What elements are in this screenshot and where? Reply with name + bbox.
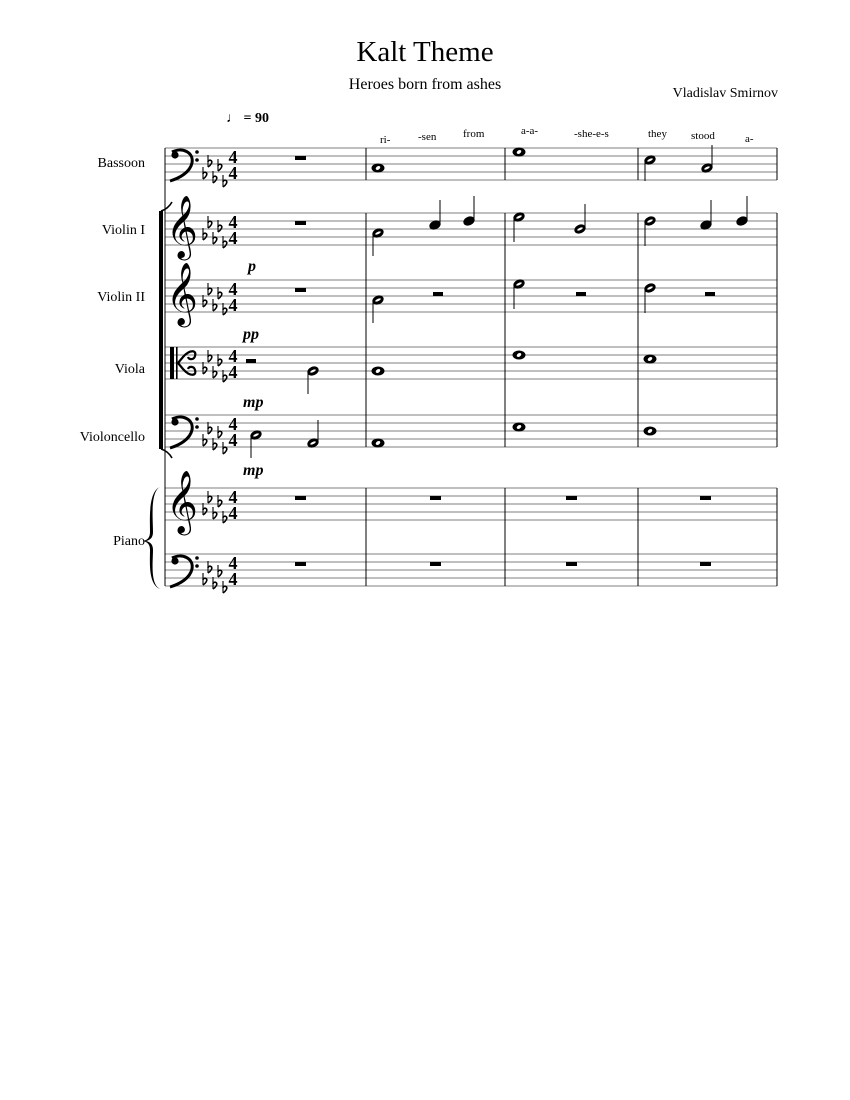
time-signature-bottom: 4: [228, 430, 238, 450]
whole-rest: [566, 496, 577, 500]
time-signature-bottom: 4: [228, 163, 238, 183]
time-signature-top: 4: [228, 212, 238, 232]
bass-clef-icon: [170, 556, 199, 587]
lyric-syllable: -she-e-s: [574, 128, 609, 140]
lyric-syllable: -sen: [418, 131, 437, 143]
bass-clef-icon: [170, 150, 199, 181]
instrument-label-piano: Piano: [113, 534, 145, 549]
quarter-note-icon: ♩: [226, 111, 240, 126]
key-signature: [203, 561, 227, 593]
lyric-syllable: a-: [745, 133, 754, 145]
dynamic-marking: mp: [243, 462, 264, 479]
staff-lines: [165, 148, 777, 586]
whole-note: [644, 427, 656, 435]
key-signature: [203, 422, 227, 454]
half-rest: [246, 359, 256, 363]
time-signature-top: 4: [228, 279, 238, 299]
whole-rest: [295, 221, 306, 225]
score-subtitle: Heroes born from ashes: [348, 76, 502, 93]
whole-rest: [566, 562, 577, 566]
whole-note: [644, 355, 656, 363]
instrument-label-viola: Viola: [114, 362, 145, 377]
tempo-marking: ♩ = 90: [226, 111, 269, 126]
whole-rest: [295, 562, 306, 566]
whole-rest: [700, 496, 711, 500]
time-signature-bottom: 4: [228, 228, 238, 248]
instrument-label-violin-1: Violin I: [101, 223, 145, 238]
dynamic-marking: mp: [243, 394, 264, 411]
lyric-syllable: stood: [691, 130, 715, 142]
half-rest: [576, 292, 586, 296]
whole-note: [372, 439, 384, 447]
lyric-syllable: they: [648, 128, 667, 140]
time-signature-top: 4: [228, 487, 238, 507]
whole-note: [513, 351, 525, 359]
instrument-label-violin-2: Violin II: [97, 290, 145, 305]
time-signature-top: 4: [228, 346, 238, 366]
lyric-syllable: a-a-: [521, 125, 539, 137]
treble-clef-icon: [166, 197, 198, 261]
instrument-label-bassoon: Bassoon: [97, 156, 145, 171]
svg-text:𝄞: 𝄞: [166, 264, 198, 324]
whole-rest: [430, 562, 441, 566]
time-signature-bottom: 4: [228, 362, 238, 382]
score-title: Kalt Theme: [356, 36, 494, 68]
whole-rest: [295, 156, 306, 160]
time-signature-bottom: 4: [228, 295, 238, 315]
notes: [249, 145, 748, 458]
whole-note: [513, 423, 525, 431]
whole-note: [513, 148, 525, 156]
dynamic-marking: p: [248, 258, 256, 275]
whole-rest: [295, 288, 306, 292]
treble-clef-icon: [166, 472, 198, 536]
piano-brace: [143, 487, 160, 589]
whole-rest: [430, 496, 441, 500]
whole-rest: [700, 562, 711, 566]
lyric-syllable: from: [463, 128, 485, 140]
key-signature: [203, 155, 227, 187]
instrument-label-violoncello: Violoncello: [79, 430, 145, 445]
half-rest: [705, 292, 715, 296]
time-signature-top: 4: [228, 147, 238, 167]
lyrics-line: [380, 125, 754, 146]
whole-note: [372, 164, 384, 172]
treble-clef-icon: [166, 264, 198, 328]
time-signature-top: 4: [228, 553, 238, 573]
time-signature-top: 4: [228, 414, 238, 434]
time-signature-bottom: 4: [228, 503, 238, 523]
dynamic-marking: pp: [243, 326, 259, 343]
time-signature-bottom: 4: [228, 569, 238, 589]
bass-clef-icon: [170, 417, 199, 448]
whole-rest: [295, 496, 306, 500]
svg-text:𝄞: 𝄞: [166, 472, 198, 532]
half-rest: [433, 292, 443, 296]
svg-text:𝄞: 𝄞: [166, 197, 198, 257]
composer-name: Vladislav Smirnov: [672, 86, 778, 101]
whole-note: [372, 367, 384, 375]
lyric-syllable: ri-: [380, 134, 391, 146]
